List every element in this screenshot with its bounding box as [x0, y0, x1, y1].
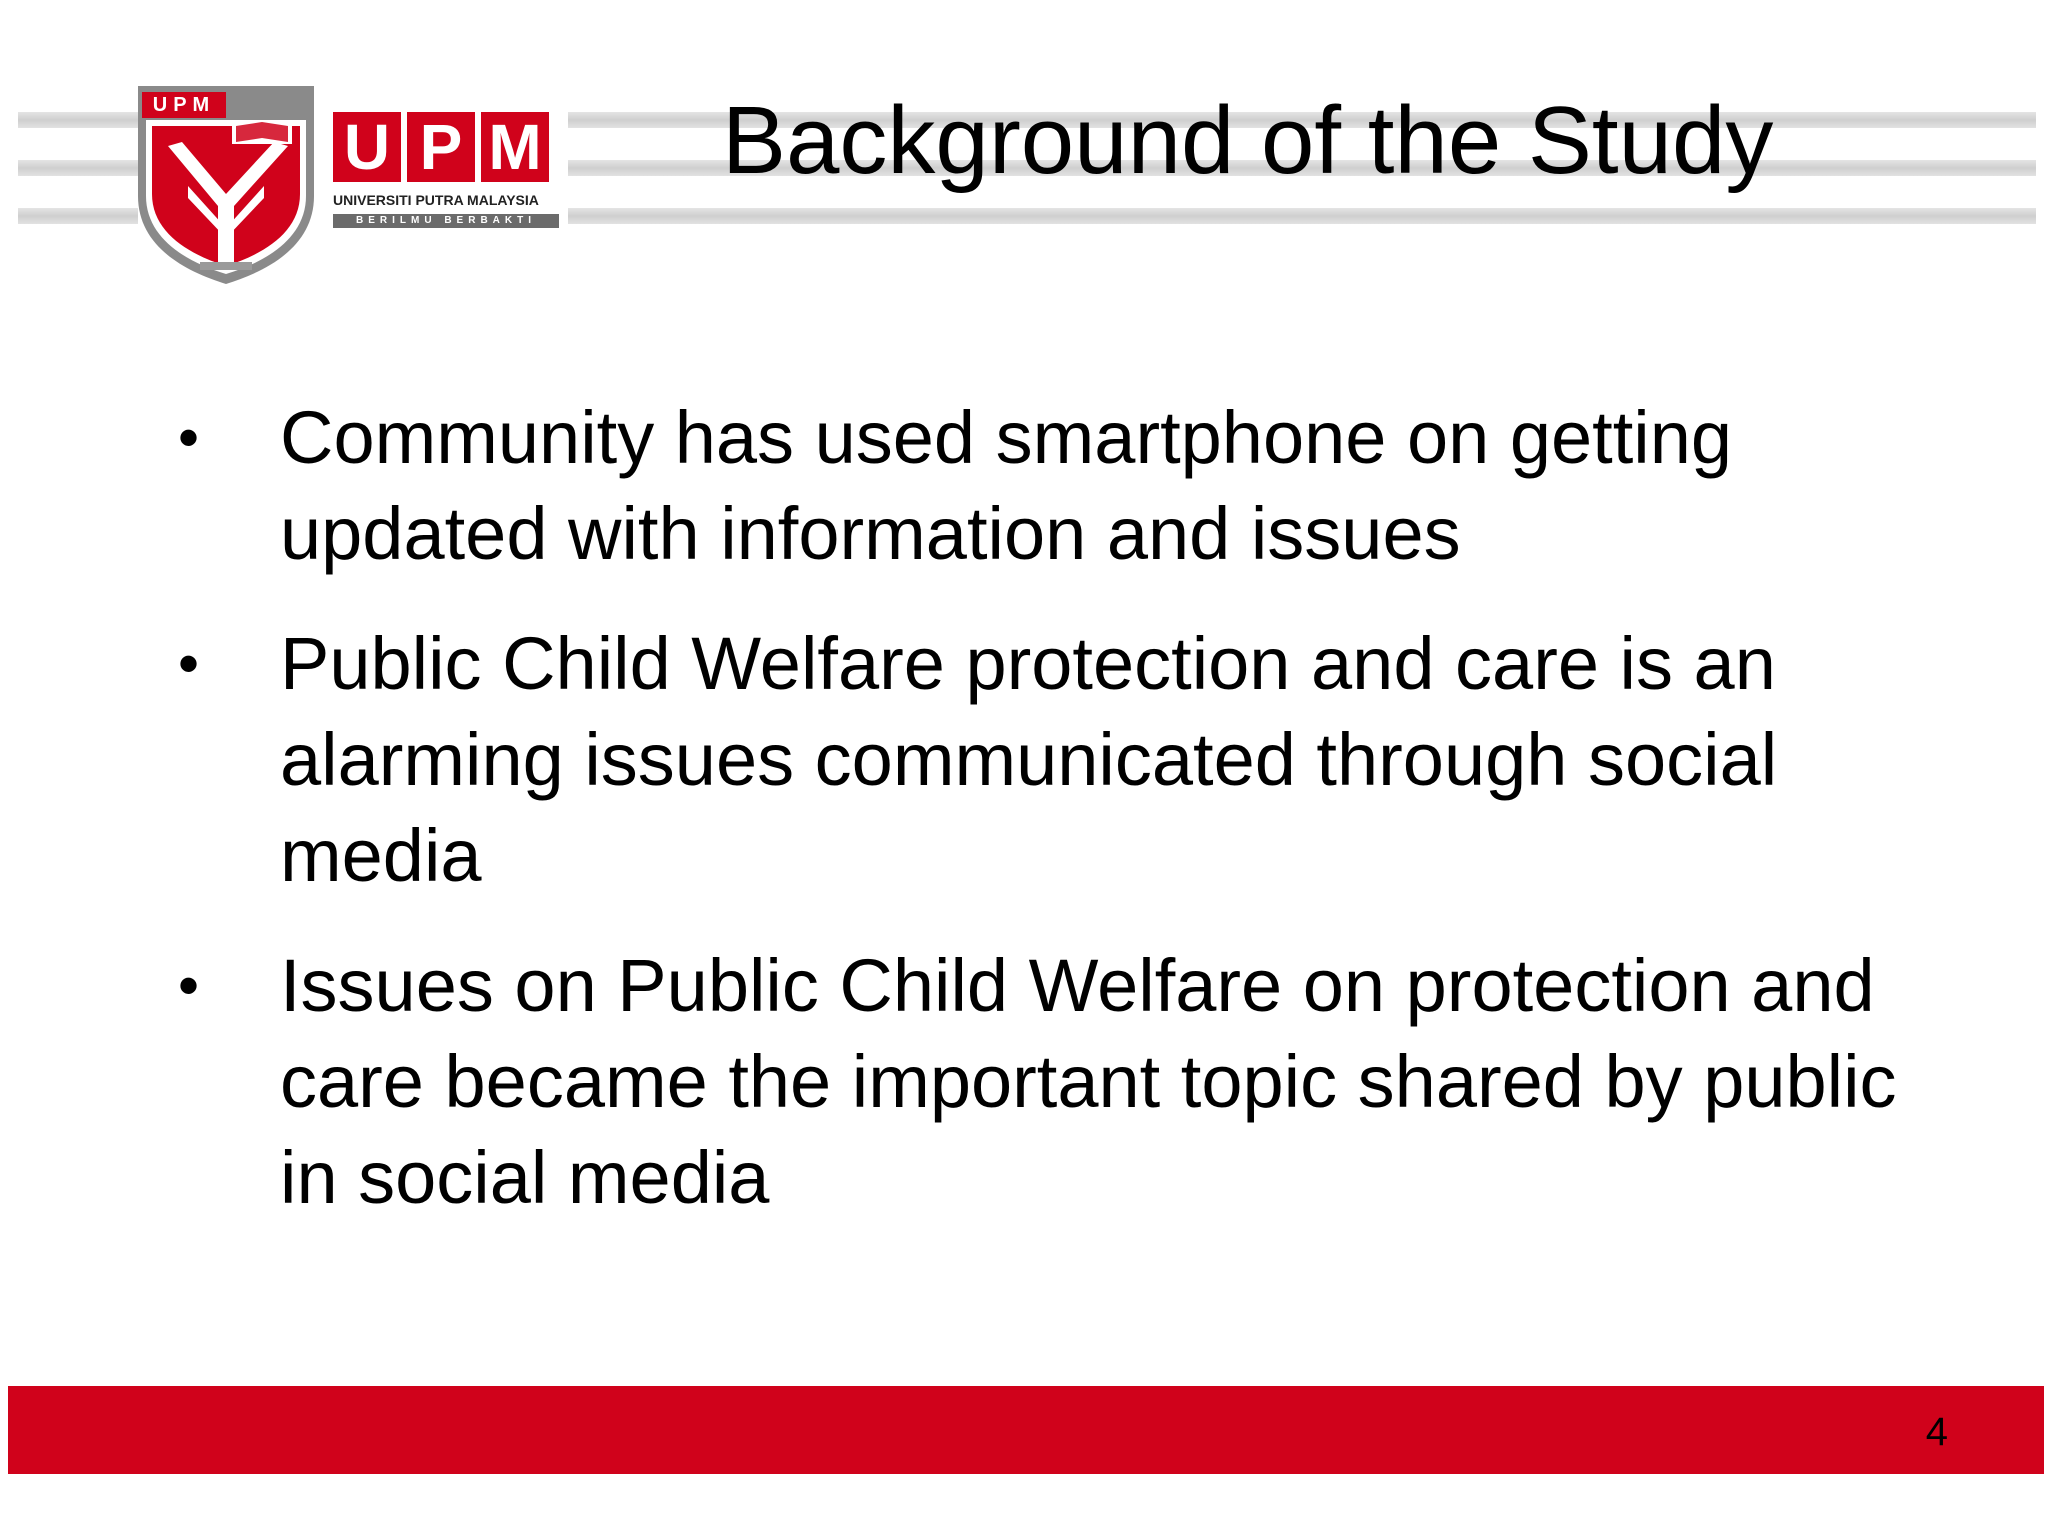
bullet-item: • Public Child Welfare protection and care is an alarming issues communicated through social media — [176, 616, 1916, 904]
wordmark-letters — [333, 112, 563, 182]
bullet-item: • Issues on Public Child Welfare on protection and care became the important topic shared by public in social media — [176, 938, 1916, 1226]
upm-wordmark — [333, 112, 563, 262]
bullet-item: • Community has used smartphone on getting updated with information and issues — [176, 390, 1916, 582]
slide-title: Background of the Study — [722, 87, 1774, 194]
wordmark-letter: U — [333, 112, 401, 182]
footer-bar — [8, 1386, 2044, 1474]
university-motto: BERILMU BERBAKTI — [333, 214, 559, 228]
wordmark-letter: P — [407, 112, 475, 182]
shield-tag: UPM — [142, 92, 226, 118]
upm-shield-icon — [138, 86, 318, 286]
bullet-list — [176, 390, 1916, 1260]
upm-logo — [138, 86, 568, 286]
university-name: UNIVERSITI PUTRA MALAYSIA — [333, 192, 539, 208]
page-number: 4 — [1925, 1410, 1948, 1454]
wordmark-letter: M — [481, 112, 549, 182]
